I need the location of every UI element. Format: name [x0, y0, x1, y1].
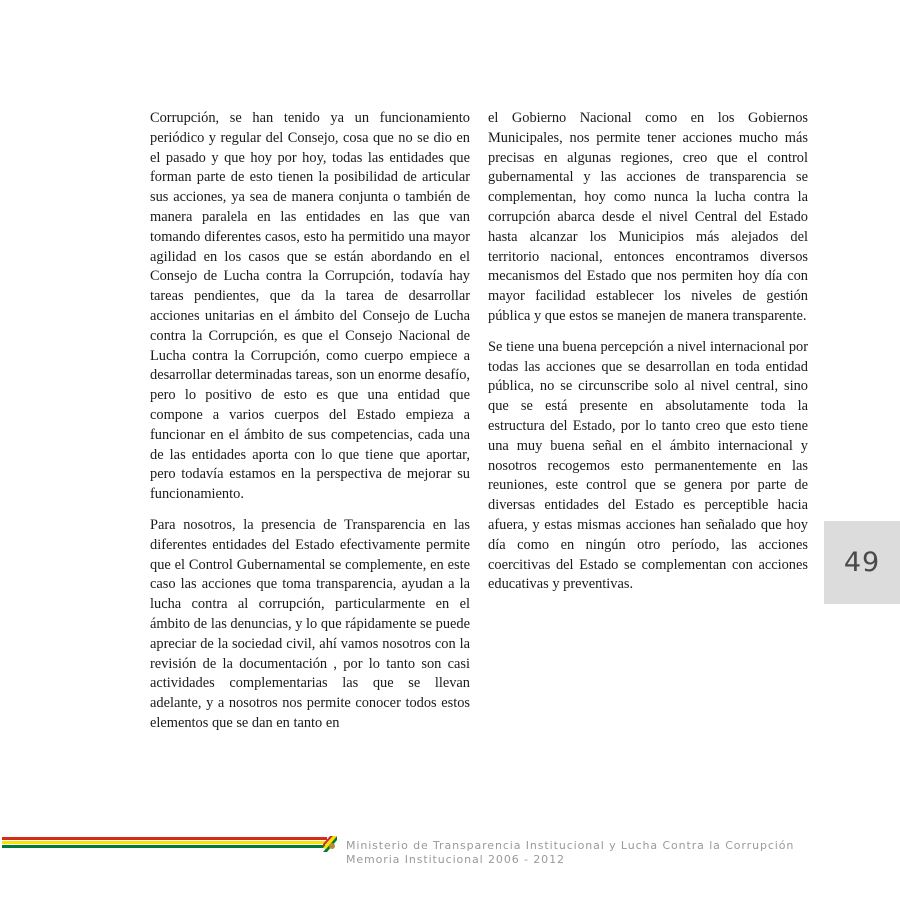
- page-number-tab: [824, 521, 900, 604]
- footer-report-title: Memoria Institucional 2006 - 2012: [346, 853, 565, 866]
- right-paragraph-2: Se tiene una buena percepción a nivel internacional por todas las acciones que se desarrollan en toda entidad pública, no se circunscribe solo al nivel central, sino que se está presente en absolutamente toda la estructura del Estado, por lo tanto creo que esto tiene una muy buena señal en el ámbito internacional y nosotros recogemos esto permanentemente en las reuniones, este control que se genera por parte de diversas entidades del Estado es perceptible hacia afuera, y estas mismas acciones han señalado que hoy día como en ningún otro período, las acciones coercitivas del Estado se complementan con acciones educativas y preventivas.: [488, 338, 808, 593]
- footer-ministry-name: Ministerio de Transparencia Institucional y Lucha Contra la Corrupción: [346, 839, 795, 852]
- right-text-column: [488, 109, 808, 606]
- left-text-column: [150, 109, 470, 745]
- green-stripe: [2, 845, 327, 848]
- footer-credits: [346, 839, 794, 867]
- red-stripe: [2, 837, 327, 840]
- flag-stripes: [2, 837, 327, 851]
- left-paragraph-2: Para nosotros, la presencia de Transparencia en las diferentes entidades del Estado efectivamente permite que el Control Gubernamental se complemente, en este caso las acciones que toma transparencia, ayudan a la lucha contra al corrupción, particularmente en el ámbito de las denuncias, y lo que rápidamente se puede apreciar de la sociedad civil, ahí vamos nosotros con la revisión de la documentación , por lo tanto son casi actividades complementarias las que se llevan adelante, y a nosotros nos permite conocer todos estos elementos que se dan en tanto en: [150, 516, 470, 731]
- emblem-icon: [323, 836, 337, 852]
- page-number: 49: [843, 547, 881, 578]
- right-paragraph-1: el Gobierno Nacional como en los Gobiernos Municipales, nos permite tener acciones mucho más precisas en algunas regiones, creo que el control gubernamental y las acciones de transparencia se complementan, hoy como nunca la lucha contra la corrupción abarca desde el nivel Central del Estado hasta alcanzar los Municipios más alejados del territorio nacional, entonces encontramos diversos mecanismos del Estado que nos permiten hoy día con mayor facilidad establecer los niveles de gestión pública y que estos se manejen de manera transparente.: [488, 110, 808, 324]
- left-paragraph-1: Corrupción, se han tenido ya un funcionamiento periódico y regular del Consejo, cosa que no se dio en el pasado y que hoy por hoy, todas las entidades que forman parte de esto tienen la posibilidad de articular sus acciones, ya sea de manera conjunta o también de manera paralela en las entidades en las que van tomando diferentes casos, esto ha permitido una mayor agilidad en los casos que se están abordando en el Consejo de Lucha contra la Corrupción, todavía hay tareas pendientes, que da la tarea de desarrollar acciones unitarias en el ámbito del Consejo de Lucha contra la Corrupción, es que el Consejo Nacional de Lucha contra la Corrupción, como cuerpo empiece a desarrollar determinadas tareas, son un enorme desafío, pero lo positivo de esto es que una entidad que compone a varios cuerpos del Estado empieza a funcionar en el ámbito de sus competencias, cada una de las entidades aporta con lo que tiene que aportar, pero todavía estamos en la perspectiva de mejorar su funcionamiento.: [150, 110, 470, 503]
- yellow-stripe: [2, 841, 327, 844]
